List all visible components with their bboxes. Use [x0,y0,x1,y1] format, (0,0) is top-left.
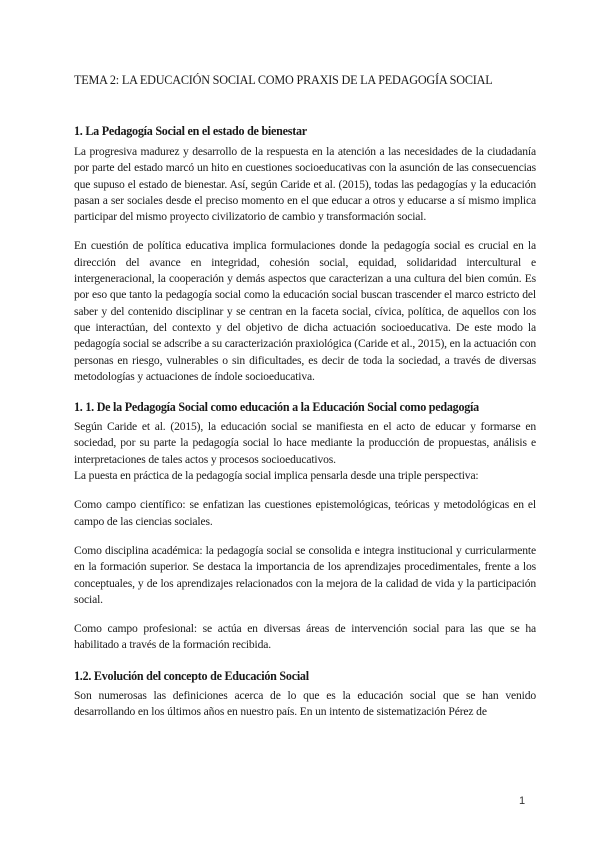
page-number: 1 [519,795,526,807]
paragraph-1-1-4: Como disciplina académica: la pedagogía social se consolida e integra institucional y curricularmente en la formación superior. Se destaca la importancia de los aprendizajes procedimentales, frente a los conceptuales, y de los aprendizajes relacionados con la mejora de la calidad de vida y la participación social. [74,543,536,606]
paragraph-1-1-2: La puesta en práctica de la pedagogía social implica pensarla desde una triple perspectiva: [74,469,479,483]
paragraph-1-2-1: Son numerosas las definiciones acerca de lo que es la educación social que se han venido desarrollando en los últimos años en nuestro país. En un intento de sistematización Pérez de [74,688,536,719]
paragraph-1-1-5: Como campo profesional: se actúa en diversas áreas de intervención social para las que se ha habilitado a través de la formación recibida. [74,622,536,652]
document-title: TEMA 2: LA EDUCACIÓN SOCIAL COMO PRAXIS DE LA PEDAGOGÍA SOCIAL [74,73,493,87]
document-body [74,123,536,720]
paragraph-1-1: La progresiva madurez y desarrollo de la respuesta en la atención a las necesidades de la ciudadanía por parte del estado marcó un hito en cuestiones socioeducativas con la asunción de las consecuencias que supuso el estado de bienestar. Así, según Caride et al. (2015), todas las pedagogías y la educación pasan a ser sociales desde el preciso momento en el que educar a otros y educarse a sí mismo implica participar del mismo proyecto civilizatorio de cambio y transformación social. [74,145,536,224]
paragraph-1-2: En cuestión de política educativa implica formulaciones donde la pedagogía social es crucial en la dirección del avance en integridad, cohesión social, equidad, solidaridad intercultural e intergeneracional, la cooperación y demás aspectos que caracterizan a una cultura del bien común. Es por eso que tanto la pedagogía social como la educación social buscan trascender el marco estricto del saber y del contenido disciplinar y se centran en la faceta social, cívica, política, de aquellos con los que interactúan, del contexto y del objetivo de dicha actuación socioeducativa. De este modo la pedagogía social se adscribe a su caracterización praxiológica (Caride et al., 2015), en la actuación con personas en riesgo, vulnerables o sin dificultades, es decir de toda la sociedad, a través de diversas metodologías y actuaciones de índole socioeducativa. [74,239,536,383]
paragraph-1-1-3: Como campo científico: se enfatizan las cuestiones epistemológicas, teóricas y metodológicas en el campo de las ciencias sociales. [74,498,536,528]
section-heading-1-2: 1.2. Evolución del concepto de Educación Social [74,668,309,683]
paragraph-1-1-1: Según Caride et al. (2015), la educación social se manifiesta en el acto de educar y formarse en sociedad, por su parte la pedagogía social lo hace mediante la producción de propuestas, análisis e interpretaciones de tales actos y procesos socioeducativos. [74,420,536,466]
section-heading-1: 1. La Pedagogía Social en el estado de bienestar [74,124,307,138]
section-heading-1-1: 1. 1. De la Pedagogía Social como educación a la Educación Social como pedagogía [74,400,479,415]
